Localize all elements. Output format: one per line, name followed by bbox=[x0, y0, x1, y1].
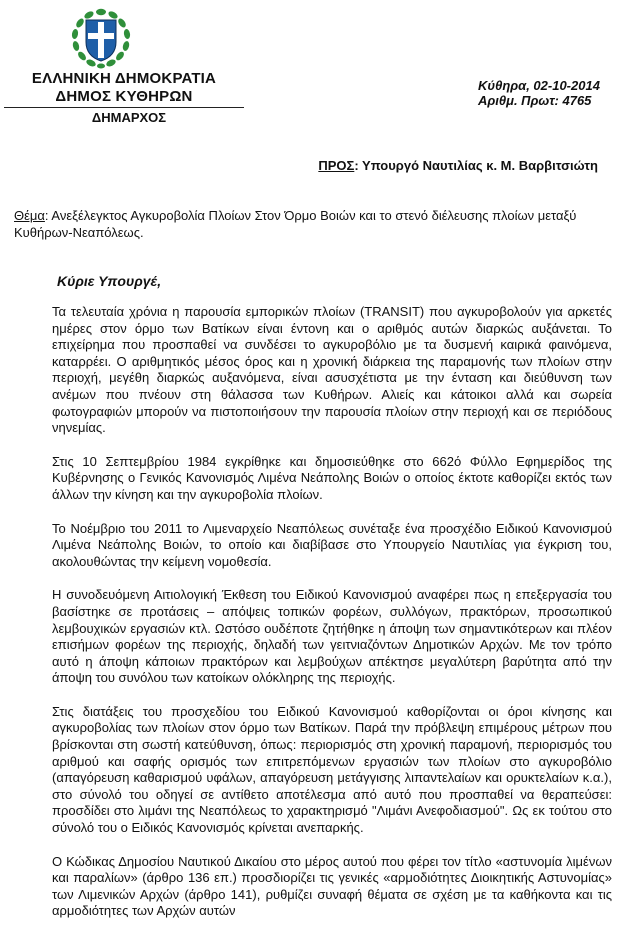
recipient-line bbox=[318, 158, 598, 173]
place-date: Κύθηρα, 02-10-2014 bbox=[478, 78, 600, 93]
org-country: ΕΛΛΗΝΙΚΗ ΔΗΜΟΚΡΑΤΙΑ bbox=[31, 70, 217, 87]
protocol-number: Αριθμ. Πρωτ: 4765 bbox=[478, 93, 592, 108]
body-paragraph: Στις 10 Σεπτεμβρίου 1984 εγκρίθηκε και δημοσιεύθηκε στο 662ό Φύλλο Εφημερίδος της Κυβέρνησης ο Γενικός Κανονισμός Λιμένα Νεάπολης Βοιών ο οποίος έκτοτε καθορίζει εκτός των άλλων την κίνηση και την αγκυροβολία πλοίων. bbox=[52, 453, 612, 502]
recipient-text: : Υπουργό Ναυτιλίας κ. Μ. Βαρβιτσιώτη bbox=[354, 158, 598, 173]
letter-body bbox=[52, 304, 612, 937]
subject-line bbox=[14, 207, 610, 241]
header-divider bbox=[4, 107, 244, 108]
date-protocol-block bbox=[478, 78, 600, 108]
org-municipality: ΔΗΜΟΣ ΚΥΘΗΡΩΝ bbox=[55, 88, 193, 105]
org-office: ΔΗΜΑΡΧΟΣ bbox=[91, 110, 167, 125]
body-paragraph: Το Νοέμβριο του 2011 το Λιμεναρχείο Νεαπόλεως συνέταξε ένα προσχέδιο Ειδικού Κανονισμού Λιμένα Νεάπολης Βοιών, το οποίο και διαβίβασε στο Υπουργείο Ναυτιλίας για έγκριση του, ακολουθώντας την κείμενη νομοθεσία. bbox=[52, 520, 612, 569]
body-paragraph: Η συνοδευόμενη Αιτιολογική Έκθεση του Ειδικού Κανονισμού αναφέρει πως η επεξεργασία του βασίστηκε σε προτάσεις – απόψεις τοπικών φορέων, συλλόγων, πρακτόρων, προσωπικού λεμβουχικών εργασιών κτλ. Ωστόσο ουδέποτε ζητήθηκε η άποψη των σημαντικότερων και πλέον επισήμων φορέων της περιοχής, δηλαδή των γειτνιαζόντων Δημοτικών Αρχών. Με τον τρόπο αυτό η άποψη κάποιων πρακτόρων και λεμβούχων απέκτησε μεγαλύτερη βαρύτητα από την άποψη του συνόλου των κατοίκων ολόκληρης της περιοχής. bbox=[52, 587, 612, 686]
recipient-label: ΠΡΟΣ bbox=[318, 158, 355, 173]
subject-label: Θέμα bbox=[14, 208, 45, 223]
subject-text: : Ανεξέλεγκτος Αγκυροβολία Πλοίων Στον Όρμο Βοιών και το στενό διέλευσης πλοίων μεταξύ Κυθήρων-Νεαπόλεως. bbox=[14, 208, 577, 240]
issuer-block bbox=[4, 70, 244, 126]
body-paragraph: Στις διατάξεις του προσχεδίου του Ειδικού Κανονισμού καθορίζονται οι όροι κίνησης και αγκυροβολίας των πλοίων στον όρμο των Βατίκων. Παρά την πρόβλεψη επιμέρους μέτρων που βρίσκονται στη σωστή κατεύθυνση, όπως: περιορισμός στη χρονική παραμονή, περιορισμός του αριθμού και σαφής ορισμός των επιτρεπόμενων εργασιών των πλοίων στο αγκυροβόλιο (απαγόρευση καθαρισμού υφάλων, απαγόρευση μετάγγισης λιπαντελαίων και ορυκτελαίων κ.α.), στο σύνολό του οδηγεί σε αντίθετο αποτέλεσμα από αυτό που προσπαθεί να θεραπεύσει: προσδίδει στο λιμάνι της Νεαπόλεως το χαρακτηρισμό "Λιμάνι Ανεφοδιασμού". Ως εκ τούτου στο σύνολό του ο Ειδικός Κανονισμός κρίνεται ανεπαρκής. bbox=[52, 703, 612, 836]
body-paragraph: Ο Κώδικας Δημοσίου Ναυτικού Δικαίου στο μέρος αυτού που φέρει τον τίτλο «αστυνομία λιμένων και παραλίων» (άρθρο 136 επ.) προσδιορίζει τις γενικές «αρμοδιότητες Διοικητικής Αστυνομίας» των Λιμενικών Αρχών (άρθρο 141), ρυθμίζει συναφή θέματα σε σχέση με τα καθήκοντα και τις αρμοδιότητες των Αρχών αυτών bbox=[52, 853, 612, 919]
body-paragraph: Τα τελευταία χρόνια η παρουσία εμπορικών πλοίων (TRANSIT) που αγκυροβολούν για αρκετές ημέρες στον όρμο των Βατίκων είναι έντονη και ο αριθμός αυτών διαρκώς αυξάνεται. Το επιχείρημα που προσπαθεί να συνδέσει το αγκυροβόλιο με τα δυσμενή καιρικά φαινόμενα, καταρρέει. Ο αριθμητικός μέσος όρος και η χρονική διάρκεια της παραμονής των πλοίων στην περιοχή, μεγέθη διαρκώς αυξανόμενα, είναι ασυσχέτιστα με την ένταση και διεύθυνση των ανέμων που πνέουν στη θάλασσα των Κυθήρων. Αλιείς και κάτοικοι αλλά και σωρεία φωτογραφιών μπορούν να πιστοποιήσουν την παρουσία πλοίων στην περιοχή και σε περιόδους νηνεμίας. bbox=[52, 304, 612, 436]
salutation: Κύριε Υπουργέ, bbox=[57, 273, 162, 289]
greek-coat-of-arms-icon bbox=[68, 4, 134, 70]
